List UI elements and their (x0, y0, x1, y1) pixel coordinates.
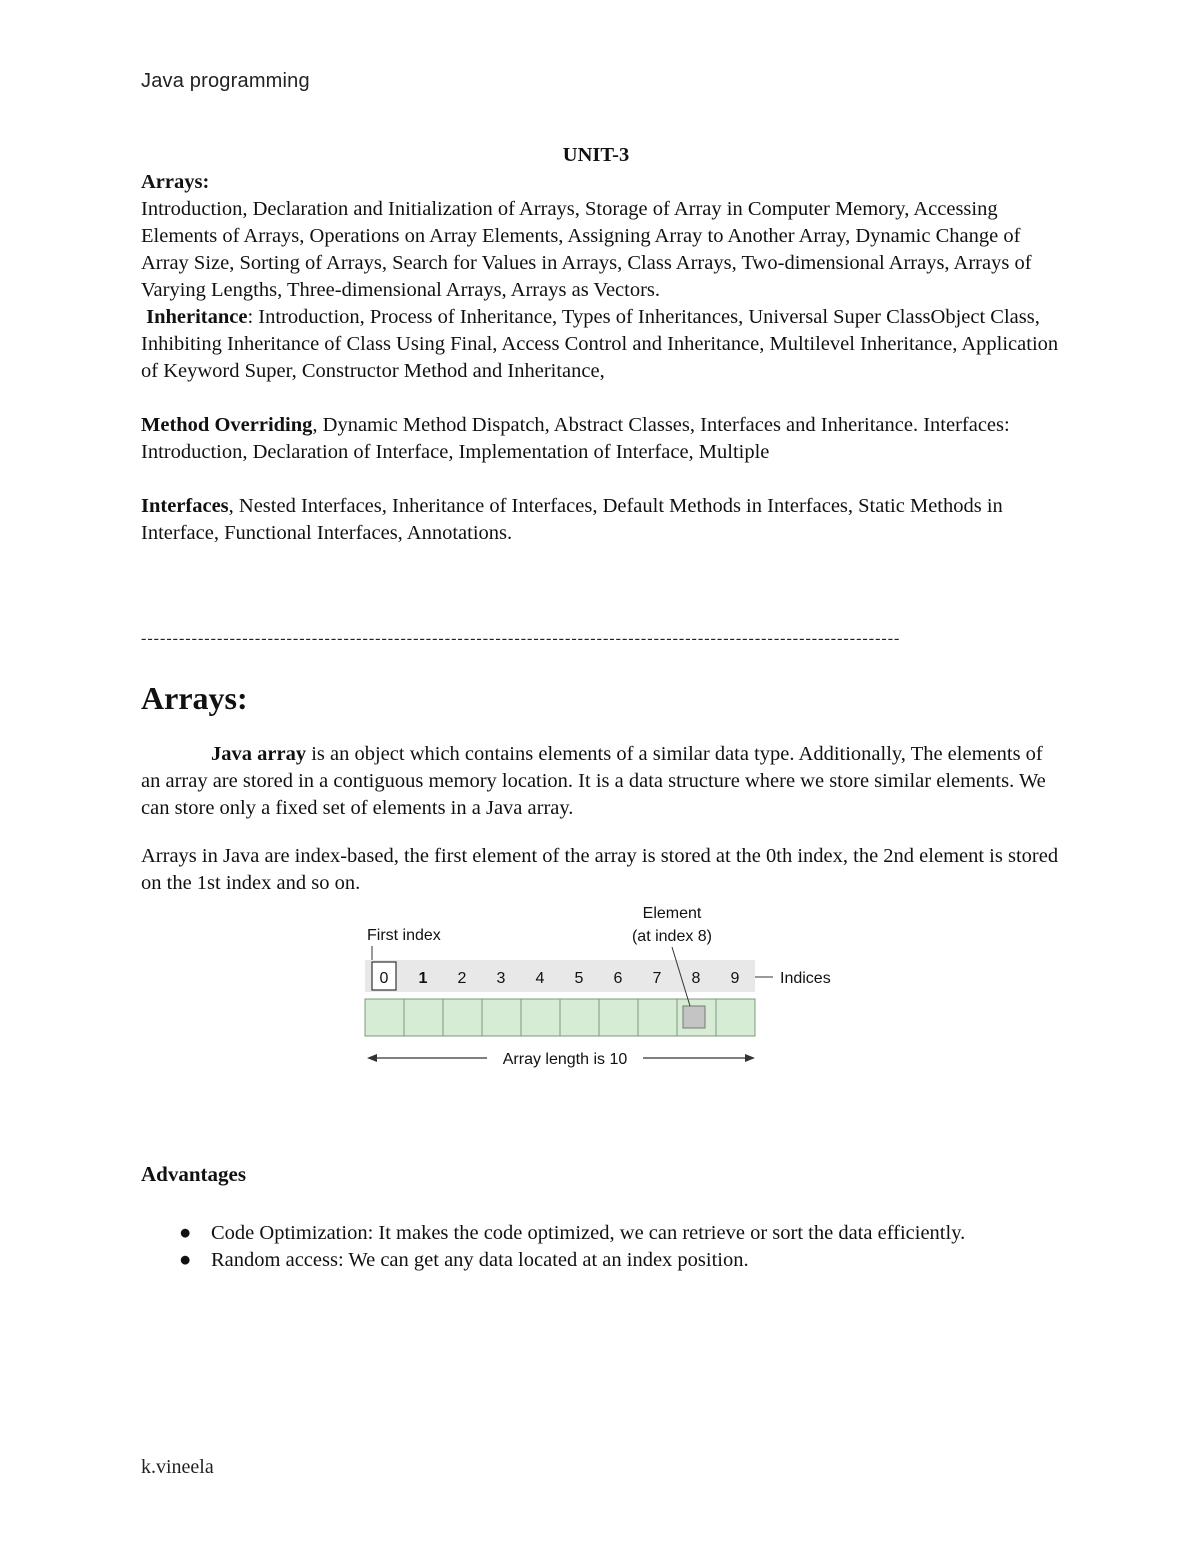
inheritance-topics: : Introduction, Process of Inheritance, Types of Inheritances, Universal Super ClassObject Class, Inhibiting Inheritance of Class Using Final, Access Control and Inheritance, Multilevel Inheritance, Application of Keyword Super, Constructor Method and Inheritance, (141, 306, 1059, 382)
overriding-label: Method Overriding (141, 414, 313, 436)
advantages-list (141, 1220, 1041, 1274)
page-header: Java programming (141, 70, 310, 92)
advantages-heading: Advantages (141, 1162, 247, 1186)
index-label: 8 (691, 970, 701, 987)
index-label: 9 (730, 970, 740, 987)
interfaces-paragraph (141, 493, 1066, 547)
inheritance-label: Inheritance (146, 306, 248, 328)
array-length-label: Array length is 10 (502, 1051, 628, 1068)
array-cell (482, 999, 521, 1036)
bullet-icon: ● (179, 1222, 192, 1244)
inheritance-paragraph (141, 304, 1066, 385)
page-footer: k.vineela (141, 1456, 214, 1478)
array-cell (560, 999, 599, 1036)
index-label: 2 (457, 970, 467, 987)
element-label-line2: (at index 8) (631, 928, 713, 945)
index-label: 7 (652, 970, 662, 987)
section-divider: ------------------------------------------------------------------------------------------------------------------------ (141, 630, 901, 647)
array-cell (521, 999, 560, 1036)
arrays-topics: Introduction, Declaration and Initialization of Arrays, Storage of Array in Computer Memory, Accessing Elements of Arrays, Operations on Array Elements, Assigning Array to Another Array, Dynamic Change of Array Size, Sorting of Arrays, Search for Values in Arrays, Class Arrays, Two-dimensional Arrays, Arrays of Varying Lengths, Three-dimensional Arrays, Arrays as Vectors. (141, 198, 1032, 301)
index-label: 3 (496, 970, 506, 987)
array-cell (599, 999, 638, 1036)
array-cell (404, 999, 443, 1036)
overriding-topics: , Dynamic Method Dispatch, Abstract Classes, Interfaces and Inheritance. Interfaces: Introduction, Declaration of Interface, Implementation of Interface, Multiple (141, 414, 1010, 463)
arrays-intro-text: is an object which contains elements of a similar data type. Additionally, The elements of an array are stored in a contiguous memory location. It is a data structure where we store similar elements. We can store only a fixed set of elements in a Java array. (141, 743, 1046, 819)
arrays-heading: Arrays: (141, 680, 248, 716)
left-arrowhead (367, 1054, 377, 1062)
java-array-term: Java array (211, 743, 307, 765)
index-label: 6 (613, 970, 623, 987)
overriding-paragraph (141, 412, 1066, 466)
right-arrowhead (745, 1054, 755, 1062)
array-diagram (355, 895, 855, 1080)
advantage-text: Code Optimization: It makes the code optimized, we can retrieve or sort the data efficiently. (211, 1222, 966, 1244)
list-item (141, 1247, 1041, 1274)
element-label-line1: Element (642, 905, 702, 922)
index-label: 0 (379, 970, 389, 987)
array-cell (716, 999, 755, 1036)
arrays-intro-paragraph (141, 741, 1066, 822)
array-cell (638, 999, 677, 1036)
interfaces-label: Interfaces (141, 495, 229, 517)
arrays-label: Arrays: (141, 171, 210, 193)
bullet-icon: ● (179, 1249, 192, 1271)
index-label: 1 (418, 970, 428, 987)
first-index-label: First index (367, 927, 441, 944)
list-item (141, 1220, 1041, 1247)
element-highlight (683, 1006, 705, 1028)
index-label: 4 (535, 970, 545, 987)
array-cell (365, 999, 404, 1036)
index-label: 5 (574, 970, 584, 987)
arrays-index-paragraph: Arrays in Java are index-based, the first element of the array is stored at the 0th index, the 2nd element is stored on the 1st index and so on. (141, 845, 1059, 894)
advantage-text: Random access: We can get any data located at an index position. (211, 1249, 749, 1271)
indices-label: Indices (780, 970, 831, 987)
array-cell (443, 999, 482, 1036)
interfaces-topics: , Nested Interfaces, Inheritance of Interfaces, Default Methods in Interfaces, Static Methods in Interface, Functional Interfaces, Annotations. (141, 495, 1003, 544)
syllabus-block (141, 142, 1066, 547)
unit-title: UNIT-3 (562, 144, 630, 166)
